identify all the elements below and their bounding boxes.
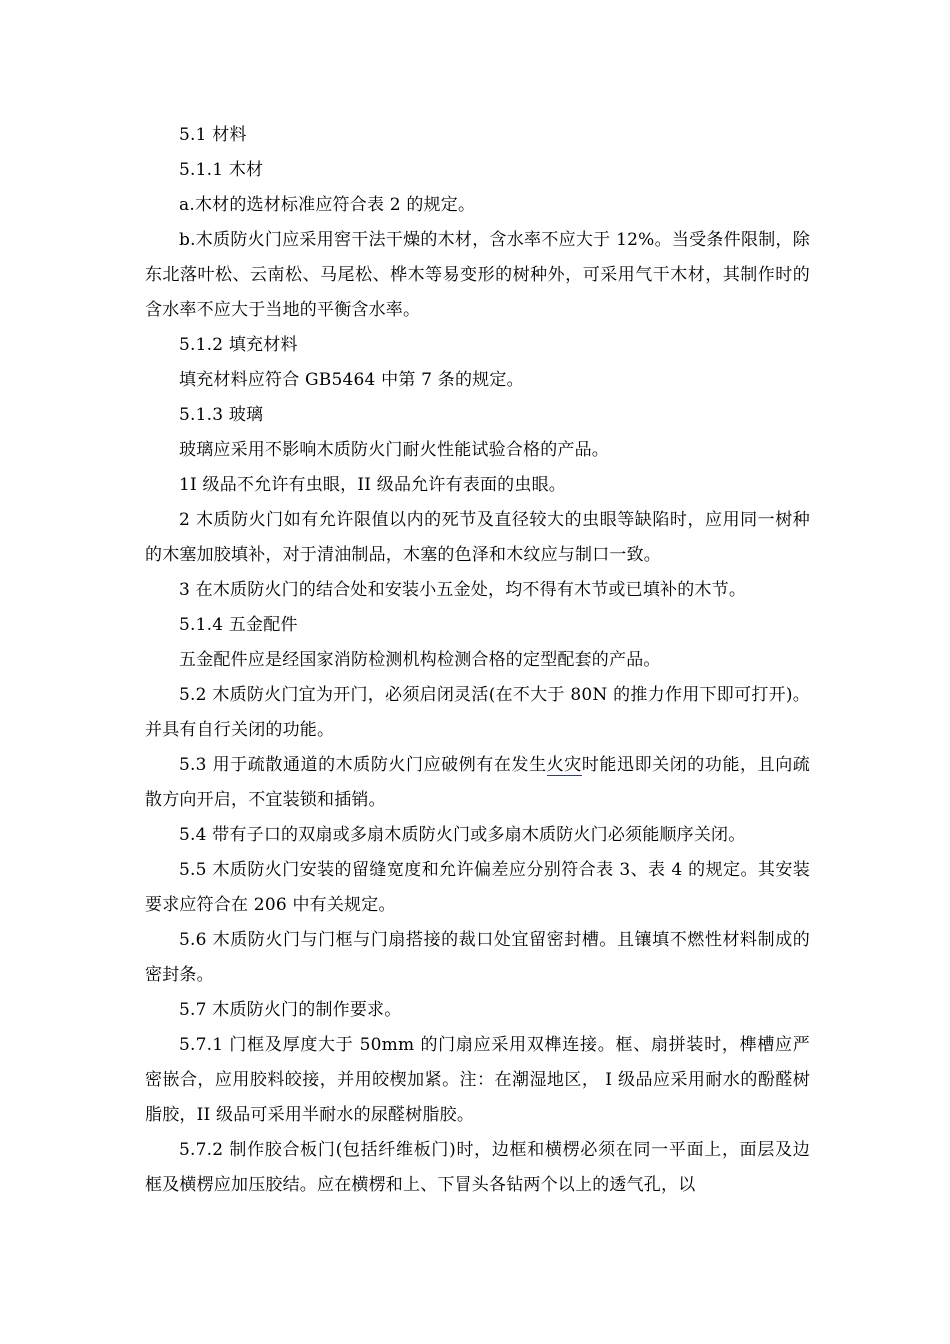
paragraph-5-2: 5.2 木质防火门宜为开门，必须启闭灵活(在不大于 80N 的推力作用下即可打开)。并具有自行关闭的功能。 <box>145 685 810 740</box>
heading-5-1: 5.1 材料 <box>179 125 247 145</box>
paragraph-5-7: 5.7 木质防火门的制作要求。 <box>179 1000 402 1020</box>
paragraph-a: a.木材的选材标准应符合表 2 的规定。 <box>179 195 476 215</box>
heading-5-1-3: 5.1.3 玻璃 <box>179 405 264 425</box>
paragraph-5-7-1: 5.7.1 门框及厚度大于 50mm 的门扇应采用双榫连接。框、扇拼装时，榫槽应严密嵌合，应用胶料皎接，并用皎楔加紧。注：在潮湿地区， I 级品应采用耐水的酚醛树脂胶，II 级品可采用半耐水的尿醛树脂胶。 <box>145 1035 810 1125</box>
heading-5-1-4: 5.1.4 五金配件 <box>179 615 298 635</box>
paragraph-5-7-2: 5.7.2 制作胶合板门(包括纤维板门)时，边框和横楞必须在同一平面上，面层及边框及横楞应加压胶结。应在横楞和上、下冒头各钻两个以上的透气孔，以 <box>145 1140 810 1195</box>
paragraph-5-3-pre: 5.3 用于疏散通道的木质防火门应破例有在发生 <box>179 755 547 775</box>
document-body <box>145 118 810 1203</box>
paragraph-2: 2 木质防火门如有允许限值以内的死节及直径较大的虫眼等缺陷时，应用同一树种的木塞加胶填补，对于清油制品，木塞的色泽和木纹应与制口一致。 <box>145 510 810 565</box>
paragraph-5-3 <box>145 748 810 818</box>
heading-5-1-1: 5.1.1 木材 <box>179 160 264 180</box>
paragraph-fill: 填充材料应符合 GB5464 中第 7 条的规定。 <box>179 370 524 390</box>
paragraph-5-3-post: 时能迅即关闭的功能，且向疏散方向开启，不宜装锁和插销。 <box>145 755 810 810</box>
paragraph-5-5: 5.5 木质防火门安装的留缝宽度和允许偏差应分别符合表 3、表 4 的规定。其安装要求应符合在 206 中有关规定。 <box>145 860 810 915</box>
heading-5-1-2: 5.1.2 填充材料 <box>179 335 298 355</box>
paragraph-glass: 玻璃应采用不影响木质防火门耐火性能试验合格的产品。 <box>179 440 609 460</box>
paragraph-5-6: 5.6 木质防火门与门框与门扇搭接的裁口处宜留密封槽。且镶填不燃性材料制成的密封条。 <box>145 930 810 985</box>
paragraph-3: 3 在木质防火门的结合处和安装小五金处，均不得有木节或已填补的木节。 <box>179 580 747 600</box>
paragraph-hardware: 五金配件应是经国家消防检测机构检测合格的定型配套的产品。 <box>179 650 661 670</box>
paragraph-5-4: 5.4 带有子口的双扇或多扇木质防火门或多扇木质防火门必须能顺序关闭。 <box>179 825 746 845</box>
paragraph-1: 1I 级品不允许有虫眼，II 级品允许有表面的虫眼。 <box>179 475 566 495</box>
paragraph-b: b.木质防火门应采用窖干法干燥的木材，含水率不应大于 12%。当受条件限制，除东北落叶松、云南松、马尾松、桦木等易变形的树种外，可采用气干木材，其制作时的含水率不应大于当地的平衡含水率。 <box>145 230 810 320</box>
fire-link[interactable]: 火灾 <box>546 755 582 775</box>
